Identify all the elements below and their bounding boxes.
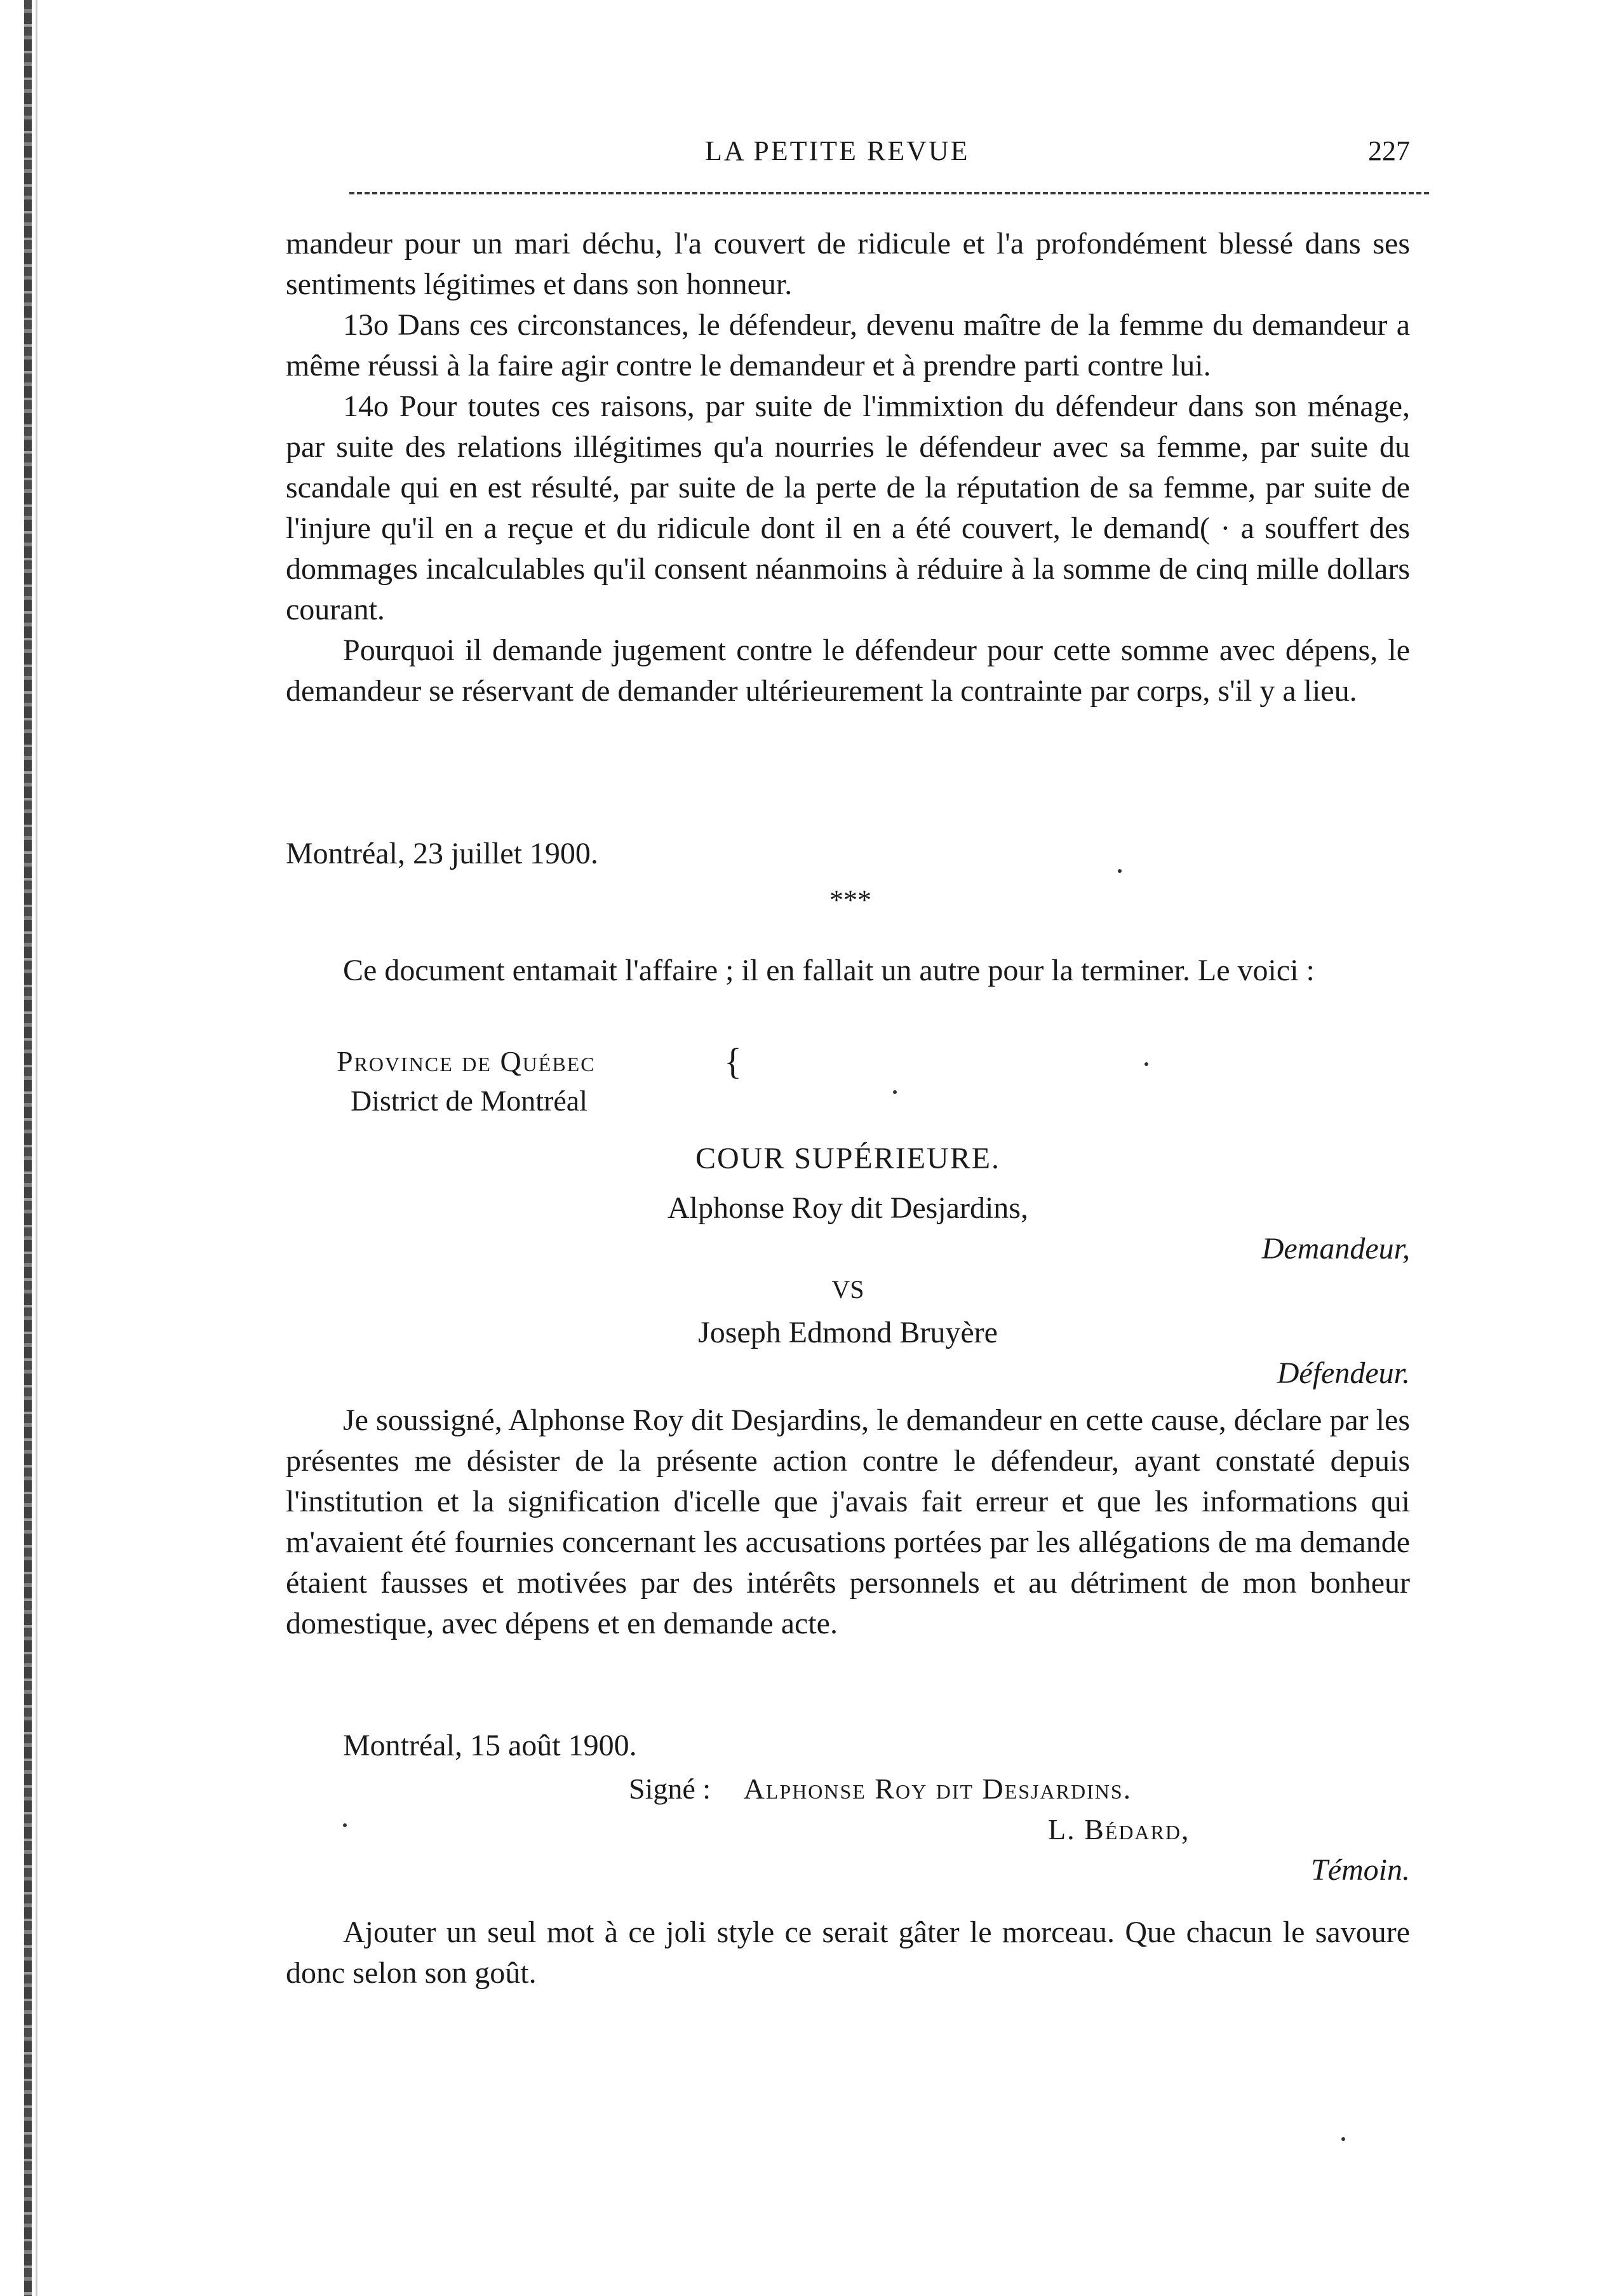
dateline-text: Montréal, 23 juillet 1900.: [286, 837, 598, 870]
print-speck: [893, 1090, 897, 1094]
running-title: LA PETITE REVUE: [705, 135, 970, 166]
closing-paragraph: Ajouter un seul mot à ce joli style ce serait gâter le morceau. Que chacun le savoure donc selon son goût.: [286, 1915, 1410, 1990]
district-label: District de Montréal: [351, 1084, 588, 1117]
header-rule: [349, 192, 1429, 194]
section-separator: ***: [829, 884, 871, 915]
intro-paragraph: Ce document entamait l'affaire ; il en fallait un autre pour la terminer. Le voici :: [343, 954, 1315, 987]
print-speck: [1118, 869, 1122, 873]
dateline-july: [286, 834, 1410, 874]
scanned-page-edge: [24, 0, 32, 2296]
paragraph-14: 14o Pour toutes ces raisons, par suite de l'immixtion du défendeur dans son ménage, par suite des relations illégitimes qu'a nourries le défendeur avec sa femme, par suite du scandale qui en est résulté, par suite de la perte de la réputation de sa femme, par suite de l'injure qu'il en a reçue et du ridicule dont il en a été couvert, le demand( · a souffert des dommages incalculables qu'il consent néanmoins à réduire à la somme de cinq mille dollars courant.: [286, 389, 1410, 626]
print-speck: [1144, 1062, 1148, 1066]
province-label: Province de Québec: [337, 1045, 596, 1077]
scanned-page-edge-shadow: [36, 0, 37, 2296]
jurisdiction-block: [337, 1042, 596, 1121]
plaintiff-name: Alphonse Roy dit Desjardins,: [668, 1191, 1028, 1225]
body-text-top: [286, 224, 1410, 712]
paragraph-continuation: mandeur pour un mari déchu, l'a couvert de ridicule et l'a profondément blessé dans ses sentiments légitimes et dans son honneur.: [286, 227, 1410, 301]
print-speck: [343, 1823, 347, 1827]
desistement-paragraph: Je soussigné, Alphonse Roy dit Desjardins, le demandeur en cette cause, déclare par les présentes me désister de la présente action contre le défendeur, ayant constaté depuis l'institution et la signification d'icelle que j'avais fait erreur et que les informations qui m'avaient été fournies concernant les accusations portées par les allégations de ma demande étaient fausses et motivées par des intérêts personnels et au détriment de mon bonheur domestique, avec dépens et en demande acte.: [286, 1403, 1410, 1640]
witness-role: Témoin.: [1311, 1853, 1410, 1887]
page-header: [286, 135, 1410, 173]
defendant-role: Défendeur.: [1277, 1356, 1410, 1390]
page-number: 227: [1368, 135, 1410, 166]
signature-label: Signé :: [629, 1773, 711, 1805]
versus-label: VS: [831, 1275, 864, 1304]
witness-name: L. Bédard,: [1048, 1813, 1190, 1846]
plaintiff-role: Demandeur,: [1261, 1232, 1410, 1266]
signature-line: [629, 1769, 1132, 1809]
paragraph-pourquoi: Pourquoi il demande jugement contre le défendeur pour cette somme avec dépens, le demandeur se réservant de demander ultérieurement la contrainte par corps, s'il y a lieu.: [286, 633, 1410, 708]
paragraph-13: 13o Dans ces circonstances, le défendeur, devenu maître de la femme du demandeur a même réussi à la faire agir contre le demandeur et à prendre parti contre lui.: [286, 308, 1410, 382]
court-title: COUR SUPÉRIEURE.: [695, 1142, 1001, 1175]
defendant-name: Joseph Edmond Bruyère: [698, 1316, 998, 1349]
signer-name: Alphonse Roy dit Desjardins.: [743, 1773, 1132, 1805]
dateline-august: Montréal, 15 août 1900.: [343, 1729, 637, 1762]
jurisdiction-brace: {: [724, 1041, 742, 1082]
print-speck: [1341, 2137, 1345, 2141]
